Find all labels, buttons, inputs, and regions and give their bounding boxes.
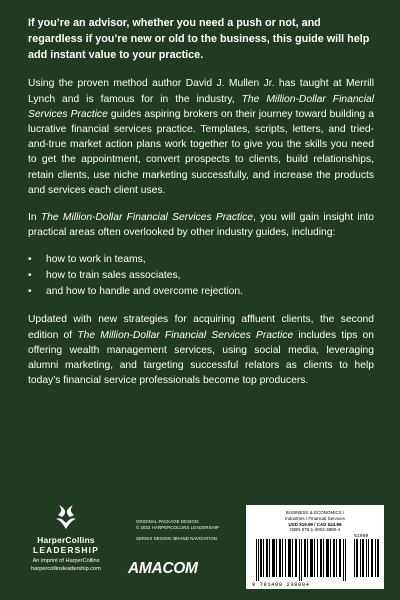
category-text: BUSINESS & ECONOMICS / (285, 510, 345, 515)
bullet-icon: • (28, 254, 32, 266)
isbn-text: ISBN 978-1-4002-3880-4 (289, 527, 341, 533)
brand-subname: LEADERSHIP (33, 545, 99, 555)
book-info (280, 510, 350, 533)
brand-name: HarperCollins (37, 535, 95, 545)
imprint-note: An imprint of HarperCollins (32, 558, 100, 564)
harpercollins-flame-wave-icon (54, 503, 78, 533)
design-credits (136, 519, 226, 542)
credit-line: © 2023 HARPERCOLLINS LEADERSHIP (136, 525, 219, 530)
credit-line: ORIGINAL PACKAGE DESIGN: (136, 519, 200, 524)
publisher-logo (18, 503, 114, 573)
price-text: USD $19.99 / CAD $24.99 (288, 521, 342, 527)
cover-copy (28, 16, 374, 400)
credit-line: SERIES DESIGN: BRAND NAVIGATION (136, 536, 218, 541)
barcode-bars (254, 539, 350, 581)
para2-text-before: In (28, 212, 41, 224)
bullet-icon: • (28, 270, 32, 282)
publisher-website: harpercollinsleadership.com (31, 566, 101, 572)
list-item-text: how to train sales associates, (46, 270, 181, 282)
description-paragraph-1 (28, 76, 374, 198)
bullet-icon: • (28, 286, 32, 298)
list-item-text: how to work in teams, (46, 254, 146, 266)
description-paragraph-2 (28, 210, 374, 240)
book-title-italic: The Million-Dollar Financial Services Practice (77, 329, 294, 341)
ean-number: 9 781400 238804 (252, 582, 310, 588)
list-item (28, 284, 374, 300)
barcode-panel (246, 505, 384, 589)
book-title-italic: The Million-Dollar Financial Services Practice (40, 212, 254, 224)
list-item (28, 252, 374, 268)
para1-text-after: guides aspiring brokers on their journey toward building a lucrative financial services practice. Templates, scripts, letters, and tried-and-true market action plans work together to give you the skills you need to get the appointment, convert prospects to clients, build relationships, retain clients, use niche marketing successfully, and increase the products and services each client uses. (28, 108, 375, 196)
para3-text-after: includes tips on offering wealth management services, using social media, leveraging alumni marketing, and targeting successful relators as clients to help today’s financial service professionals become top producers. (28, 329, 374, 387)
description-paragraph-3 (28, 312, 374, 388)
list-item-text: and how to handle and overcome rejection. (46, 286, 243, 298)
price-barcode-bars (354, 539, 380, 577)
price-code: 51999 (354, 534, 369, 539)
book-title-italic: The Million-Dollar Financial Services Practice (28, 93, 374, 120)
amacom-logo: AMACOM (128, 560, 198, 577)
para1-text-before: Using the proven method author David J. Mullen Jr. has taught at Merrill Lynch and is famous for in the industry, (28, 78, 374, 105)
para2-text-after: , you will gain insight into practical areas often overlooked by other industry guides, including: (28, 212, 374, 239)
list-item (28, 268, 374, 284)
para3-text-before: Updated with new strategies for acquiring affluent clients, the second edition of (28, 314, 374, 341)
subcategory-text: Industries / Financial Services (285, 515, 345, 521)
bullet-list (28, 252, 374, 300)
lead-paragraph: If you’re an advisor, whether you need a push or not, and regardless if you’re new or old to the business, this guide will help add instant value to your practice. (28, 17, 370, 61)
